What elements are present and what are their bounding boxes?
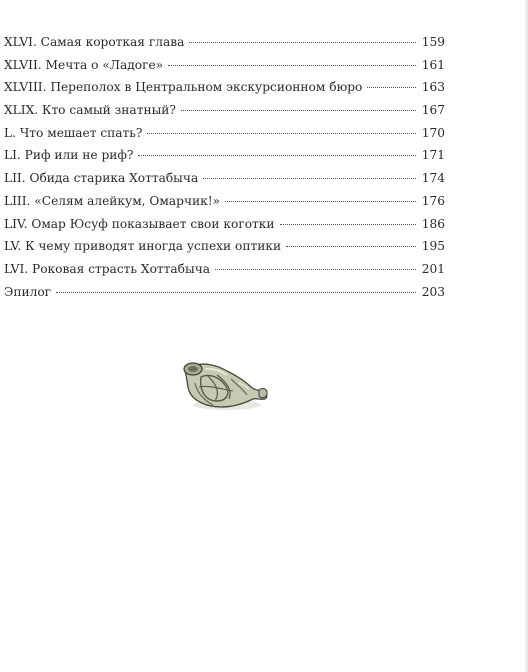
dot-leader <box>203 177 416 179</box>
toc-entry-page: 170 <box>421 125 445 140</box>
dot-leader <box>286 245 416 247</box>
toc-entry-page: 174 <box>421 171 445 186</box>
toc-entry[interactable] <box>4 190 445 213</box>
toc-entry[interactable] <box>4 213 445 236</box>
dot-leader <box>189 41 415 43</box>
toc-entry-title: XLVII. Мечта о «Ладоге» <box>4 57 164 72</box>
toc-entry-title: XLVIII. Переполох в Центральном экскурсионном бюро <box>4 80 363 95</box>
toc-entry-title: LI. Риф или не риф? <box>4 148 134 163</box>
toc-entry[interactable] <box>4 31 445 54</box>
table-of-contents <box>4 31 445 303</box>
toc-entry[interactable] <box>4 167 445 190</box>
toc-entry-page: 195 <box>421 239 445 254</box>
toc-entry-page: 163 <box>421 80 445 95</box>
toc-entry-title: Эпилог <box>4 284 52 299</box>
toc-entry-title: LII. Обида старика Хоттабыча <box>4 171 199 186</box>
toc-entry-page: 159 <box>421 35 445 49</box>
toc-entry-title: LV. К чему приводят иногда успехи оптики <box>4 239 282 254</box>
toc-entry[interactable] <box>4 144 445 167</box>
toc-entry-title: XLIX. Кто самый знатный? <box>4 103 176 118</box>
dot-leader <box>215 268 416 270</box>
toc-entry-page: 161 <box>421 57 445 72</box>
dot-leader <box>181 109 416 111</box>
toc-entry[interactable] <box>4 235 445 258</box>
toc-entry[interactable] <box>4 258 445 281</box>
toc-entry[interactable] <box>4 281 445 304</box>
toc-entry[interactable] <box>4 76 445 99</box>
dot-leader <box>138 154 415 156</box>
bottle-vessel-icon <box>181 361 269 413</box>
dot-leader <box>147 132 415 134</box>
toc-entry-title: LIII. «Селям алейкум, Омарчик!» <box>4 193 221 208</box>
toc-entry-page: 186 <box>421 216 445 231</box>
dot-leader <box>367 86 415 88</box>
dot-leader <box>168 64 416 66</box>
toc-entry-page: 167 <box>421 103 445 118</box>
dot-leader <box>280 223 416 225</box>
toc-entry-title: L. Что мешает спать? <box>4 125 143 140</box>
toc-entry-page: 176 <box>421 193 445 208</box>
toc-entry[interactable] <box>4 54 445 77</box>
dot-leader <box>225 200 416 202</box>
toc-entry[interactable] <box>4 99 445 122</box>
dot-leader <box>56 291 416 293</box>
toc-entry-title: XLVI. Самая короткая глава <box>4 35 185 49</box>
toc-entry-page: 171 <box>421 148 445 163</box>
toc-entry-title: LVI. Роковая страсть Хоттабыча <box>4 261 211 276</box>
toc-entry-page: 201 <box>421 261 445 276</box>
toc-entry-page: 203 <box>421 284 445 299</box>
toc-entry-title: LIV. Омар Юсуф показывает свои коготки <box>4 216 275 231</box>
toc-entry[interactable] <box>4 122 445 145</box>
